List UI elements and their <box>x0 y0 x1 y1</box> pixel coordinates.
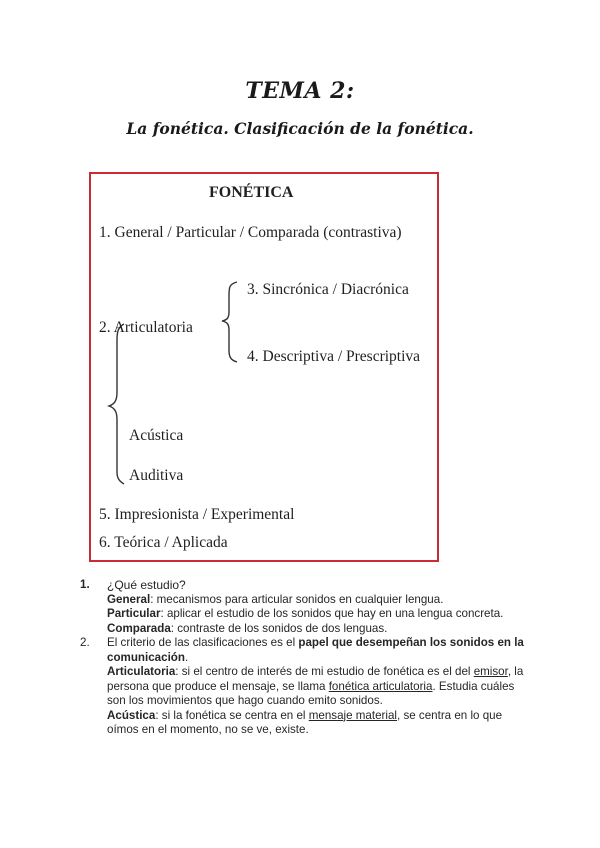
phonetics-diagram <box>89 172 439 562</box>
brace-articulatoria-auditiva <box>109 324 124 484</box>
page-subtitle: La fonética. Clasificación de la fonética. <box>126 119 474 138</box>
term-general: General <box>107 592 151 606</box>
definition-articulatoria <box>107 665 530 709</box>
diagram-item-general: 1. General / Particular / Comparada (contrastiva) <box>99 224 402 241</box>
term-comparada: Comparada <box>107 621 171 635</box>
definition-acustica <box>107 709 530 738</box>
emphasis-text: papel que desempeñan los sonidos en la comunicación <box>107 636 524 664</box>
term-acustica: Acústica <box>107 708 156 722</box>
diagram-item-teorica: 6. Teórica / Aplicada <box>99 534 228 551</box>
definition-text: , la persona que produce el mensaje, se llama <box>107 665 524 693</box>
underlined-term: mensaje material <box>308 708 397 722</box>
definition-text: . Estudia cuáles son los movimientos que hago cuando emito sonidos. <box>107 679 515 707</box>
diagram-item-sincronica: 3. Sincrónica / Diacrónica <box>247 281 409 298</box>
list-item <box>80 578 530 636</box>
diagram-heading: FONÉTICA <box>209 184 294 201</box>
definition-text: : mecanismos para articular sonidos en cualquier lengua. <box>150 592 444 606</box>
definition-text: : aplicar el estudio de los sonidos que hay en una lengua concreta. <box>160 607 504 620</box>
underlined-term: fonética articulatoria <box>328 679 433 693</box>
diagram-item-auditiva: Auditiva <box>129 467 184 484</box>
brace-sincronica-descriptiva <box>222 282 237 362</box>
page-title: TEMA 2: <box>245 78 355 104</box>
question-heading: ¿Qué estudio? <box>107 578 186 592</box>
list-number: 1. <box>80 578 90 591</box>
definition-general <box>107 593 530 608</box>
definition-text: : si la fonética se centra en el <box>155 708 309 722</box>
definition-particular <box>107 607 530 622</box>
definition-text: : si el centro de interés de mi estudio de fonética es el del <box>175 665 474 678</box>
paragraph-text: . <box>184 650 189 664</box>
term-articulatoria: Articulatoria <box>107 665 176 678</box>
definition-text: : contraste de los sonidos de dos lenguas. <box>170 621 388 635</box>
list-number: 2. <box>80 636 90 649</box>
paragraph-text: El criterio de las clasificaciones es el <box>107 636 299 649</box>
diagram-item-descriptiva: 4. Descriptiva / Prescriptiva <box>247 348 421 365</box>
definition-text: , se centra en lo que oímos en el momento, no se ve, existe. <box>107 708 503 736</box>
definition-comparada <box>107 622 530 637</box>
diagram-item-articulatoria: 2. Articulatoria <box>99 319 193 336</box>
underlined-term: emisor <box>473 665 508 678</box>
diagram-item-acustica: Acústica <box>129 427 184 444</box>
notes-list <box>80 578 530 738</box>
term-particular: Particular <box>107 607 161 620</box>
list-item <box>80 636 530 738</box>
criterion-paragraph <box>107 636 530 665</box>
diagram-item-impresionista: 5. Impresionista / Experimental <box>99 506 295 523</box>
